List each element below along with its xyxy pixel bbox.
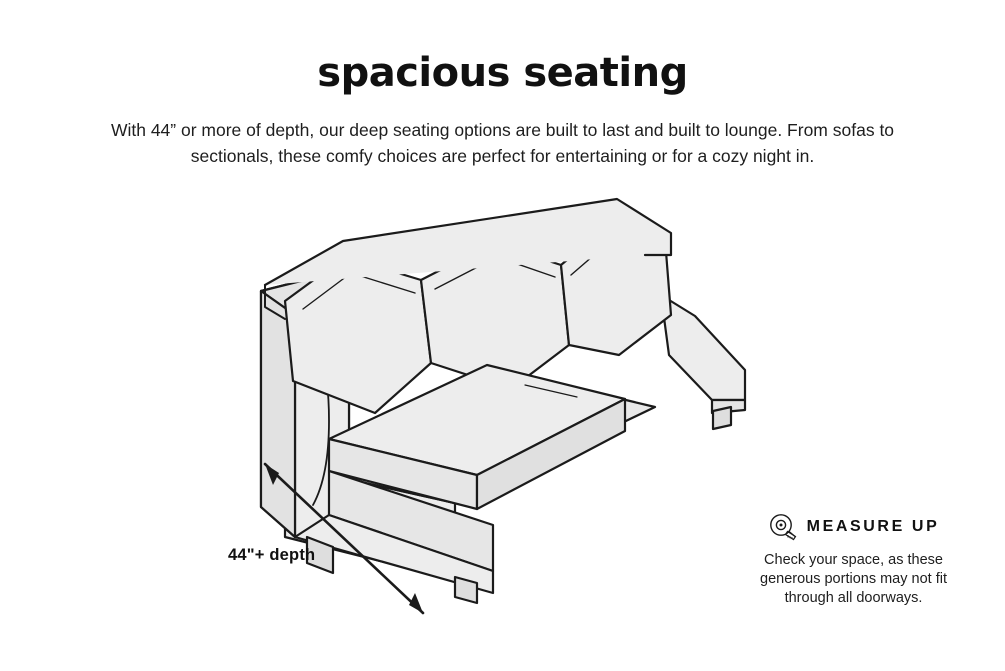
measure-up-note: Check your space, as these generous portions may not fit through all doorways. [760, 552, 947, 606]
page-title: spacious seating [317, 50, 688, 96]
tape-measure-icon [768, 512, 798, 542]
measure-up-callout [736, 512, 971, 608]
measure-up-title: MEASURE UP [806, 518, 940, 535]
description-text: With 44” or more of depth, our deep seating options are built to last and built to lounge. From sofas to sectionals, these comfy choices are perfect for entertaining or for a cozy night in. [110, 120, 895, 166]
measure-up-header [736, 512, 971, 542]
depth-dimension-label: 44"+ depth [228, 546, 316, 564]
